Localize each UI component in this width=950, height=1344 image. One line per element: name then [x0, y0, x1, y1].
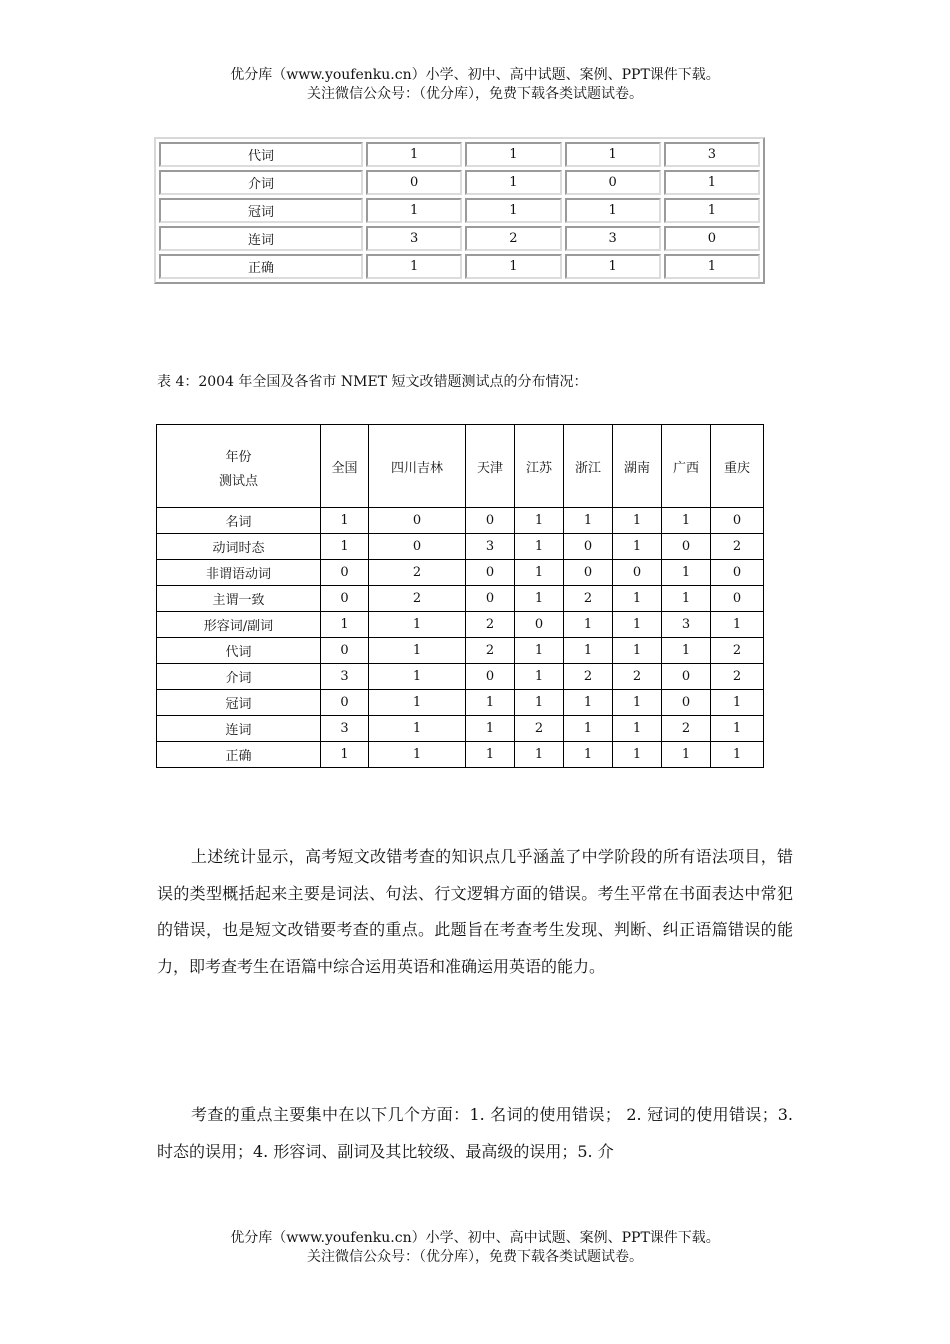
table-cell: 0 [711, 508, 764, 534]
table-row [157, 612, 764, 638]
table-cell: 0 [515, 612, 564, 638]
corner-bottom-label: 测试点 [218, 474, 258, 489]
table-cell: 1 [662, 560, 711, 586]
header-line-1: 优分库（www.youfenku.cn）小学、初中、高中试题、案例、PPT课件下载。 [230, 67, 720, 83]
row-label: 正确 [159, 254, 363, 279]
column-header: 四川吉林 [369, 425, 466, 508]
table-cell: 1 [613, 638, 662, 664]
table-cell: 2 [613, 664, 662, 690]
row-label: 连词 [157, 716, 321, 742]
row-label: 冠词 [159, 198, 363, 223]
table-cell: 1 [613, 508, 662, 534]
table-cell: 1 [664, 254, 760, 279]
table-row [157, 534, 764, 560]
table-cell: 2 [515, 716, 564, 742]
column-header: 广西 [662, 425, 711, 508]
table-cell: 1 [613, 690, 662, 716]
table-cell: 1 [664, 170, 760, 195]
table-row [159, 170, 760, 195]
table-cell: 1 [515, 690, 564, 716]
table-cell: 1 [613, 742, 662, 768]
table-cell: 1 [662, 586, 711, 612]
table-cell: 1 [613, 534, 662, 560]
table-cell: 1 [515, 534, 564, 560]
row-label: 非谓语动词 [157, 560, 321, 586]
table-cell: 1 [515, 560, 564, 586]
page-footer [0, 1229, 950, 1267]
table-cell: 1 [662, 742, 711, 768]
column-header: 浙江 [564, 425, 613, 508]
table-cell: 3 [321, 716, 369, 742]
table-row [157, 560, 764, 586]
table-cell: 0 [466, 586, 515, 612]
table-header-row [157, 425, 764, 508]
row-label: 动词时态 [157, 534, 321, 560]
table-cell: 1 [565, 142, 661, 167]
table-cell: 1 [564, 638, 613, 664]
table-cell: 1 [366, 142, 462, 167]
table-cell: 2 [369, 586, 466, 612]
table-cell: 2 [369, 560, 466, 586]
table-cell: 1 [321, 534, 369, 560]
table-cell: 2 [465, 226, 561, 251]
table-row [157, 586, 764, 612]
table-cell: 0 [664, 226, 760, 251]
table-cell: 1 [366, 254, 462, 279]
table-cell: 1 [465, 198, 561, 223]
row-label: 介词 [157, 664, 321, 690]
row-label: 形容词/副词 [157, 612, 321, 638]
table-cell: 1 [369, 638, 466, 664]
table-cell: 1 [515, 586, 564, 612]
table-cell: 1 [466, 742, 515, 768]
table-cell: 0 [662, 534, 711, 560]
column-header: 重庆 [711, 425, 764, 508]
table-row [157, 664, 764, 690]
table-row [157, 638, 764, 664]
table-cell: 1 [321, 612, 369, 638]
table-cell: 0 [711, 560, 764, 586]
table-row [159, 226, 760, 251]
corner-header [157, 425, 321, 508]
row-label: 代词 [157, 638, 321, 664]
table-cell: 0 [466, 664, 515, 690]
table-1-continued [154, 137, 765, 284]
table-cell: 2 [711, 664, 764, 690]
column-header: 全国 [321, 425, 369, 508]
paragraph-text: 上述统计显示，高考短文改错考查的知识点几乎涵盖了中学阶段的所有语法项目，错误的类型概括起来主要是词法、句法、行文逻辑方面的错误。考生平常在书面表达中常犯的错误，也是短文改错要考查的重点。此题旨在考查考生发现、判断、纠正语篇错误的能力，即考查考生在语篇中综合运用英语和准确运用英语的能力。 [157, 847, 793, 976]
table-cell: 1 [465, 254, 561, 279]
table-cell: 1 [565, 254, 661, 279]
paragraph-summary [157, 839, 793, 985]
row-label: 连词 [159, 226, 363, 251]
table-cell: 1 [662, 508, 711, 534]
table-cell: 1 [711, 716, 764, 742]
table-cell: 0 [321, 586, 369, 612]
table-cell: 0 [613, 560, 662, 586]
table-cell: 1 [613, 716, 662, 742]
table-cell: 3 [662, 612, 711, 638]
table-cell: 3 [664, 142, 760, 167]
table-row [157, 508, 764, 534]
row-label: 介词 [159, 170, 363, 195]
table-cell: 0 [565, 170, 661, 195]
table-cell: 1 [465, 142, 561, 167]
paragraph-text: 考查的重点主要集中在以下几个方面：1. 名词的使用错误； 2. 冠词的使用错误；3. 时态的误用；4. 形容词、副词及其比较级、最高级的误用；5. 介 [157, 1105, 793, 1161]
table-cell: 1 [564, 716, 613, 742]
table-row [157, 716, 764, 742]
table-cell: 0 [366, 170, 462, 195]
paragraph-focus [157, 1097, 793, 1170]
table-cell: 3 [366, 226, 462, 251]
row-label: 名词 [157, 508, 321, 534]
table-cell: 1 [664, 198, 760, 223]
table-4-caption: 表 4：2004 年全国及各省市 NMET 短文改错题测试点的分布情况： [157, 374, 588, 390]
table-cell: 0 [662, 664, 711, 690]
table-cell: 3 [466, 534, 515, 560]
table-cell: 1 [662, 638, 711, 664]
table-cell: 2 [711, 534, 764, 560]
header-line-2: 关注微信公众号：（优分库），免费下载各类试题试卷。 [307, 86, 643, 102]
column-header: 江苏 [515, 425, 564, 508]
table-cell: 1 [369, 612, 466, 638]
table-cell: 1 [321, 508, 369, 534]
table-cell: 2 [662, 716, 711, 742]
table-cell: 1 [613, 586, 662, 612]
table-cell: 2 [564, 664, 613, 690]
table-cell: 1 [466, 716, 515, 742]
table-cell: 1 [564, 690, 613, 716]
table-cell: 1 [369, 664, 466, 690]
table-cell: 1 [564, 612, 613, 638]
table-row [157, 690, 764, 716]
table-cell: 0 [466, 560, 515, 586]
table-4-body [157, 508, 764, 768]
table-cell: 0 [564, 534, 613, 560]
table-row [159, 142, 760, 167]
table-cell: 1 [369, 716, 466, 742]
table-cell: 1 [565, 198, 661, 223]
table-cell: 2 [466, 638, 515, 664]
table-cell: 1 [613, 612, 662, 638]
column-header: 湖南 [613, 425, 662, 508]
table-cell: 0 [321, 560, 369, 586]
table-cell: 1 [711, 742, 764, 768]
table-row [159, 198, 760, 223]
table-cell: 1 [515, 638, 564, 664]
table-cell: 2 [466, 612, 515, 638]
table-cell: 0 [466, 508, 515, 534]
table-cell: 3 [321, 664, 369, 690]
table-cell: 1 [564, 742, 613, 768]
row-label: 冠词 [157, 690, 321, 716]
table-cell: 1 [711, 612, 764, 638]
table-cell: 2 [711, 638, 764, 664]
table-cell: 1 [515, 664, 564, 690]
table-cell: 0 [321, 690, 369, 716]
table-cell: 1 [369, 690, 466, 716]
table-cell: 1 [369, 742, 466, 768]
table-cell: 1 [711, 690, 764, 716]
table-cell: 1 [321, 742, 369, 768]
table-cell: 0 [564, 560, 613, 586]
row-label: 代词 [159, 142, 363, 167]
table-cell: 2 [564, 586, 613, 612]
row-label: 正确 [157, 742, 321, 768]
table-cell: 1 [366, 198, 462, 223]
table-cell: 0 [711, 586, 764, 612]
footer-line-2: 关注微信公众号：（优分库），免费下载各类试题试卷。 [307, 1249, 643, 1265]
corner-top-label: 年份 [225, 450, 252, 465]
table-cell: 1 [515, 508, 564, 534]
table-cell: 0 [369, 508, 466, 534]
table-cell: 0 [369, 534, 466, 560]
table-4 [156, 424, 764, 768]
table-cell: 3 [565, 226, 661, 251]
table-cell: 1 [564, 508, 613, 534]
table-row [159, 254, 760, 279]
table-cell: 0 [662, 690, 711, 716]
row-label: 主谓一致 [157, 586, 321, 612]
page-header [0, 66, 950, 104]
table-cell: 1 [465, 170, 561, 195]
table-cell: 0 [321, 638, 369, 664]
column-header: 天津 [466, 425, 515, 508]
footer-line-1: 优分库（www.youfenku.cn）小学、初中、高中试题、案例、PPT课件下载。 [230, 1230, 720, 1246]
table-cell: 1 [466, 690, 515, 716]
table-row [157, 742, 764, 768]
table-cell: 1 [515, 742, 564, 768]
